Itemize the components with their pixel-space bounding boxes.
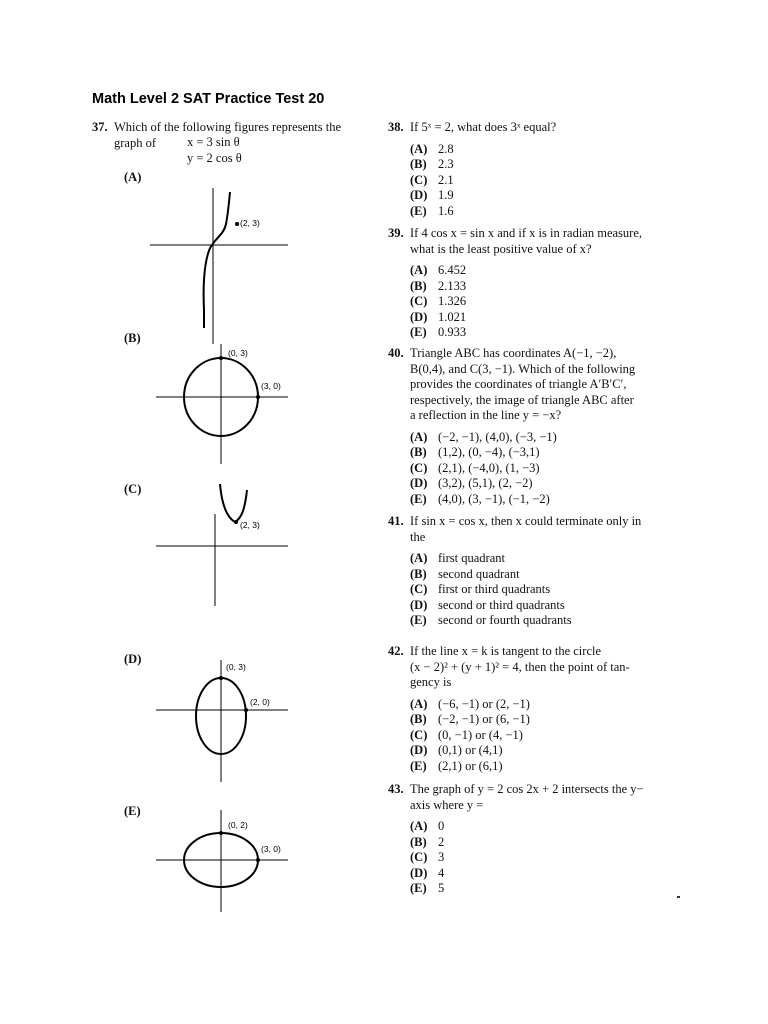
figure-label: (B): [124, 331, 141, 345]
question-stem: graph of: [114, 135, 156, 150]
equation-y: y = 2 cos θ: [187, 151, 242, 165]
answer-choice[interactable]: (C) 3: [410, 850, 445, 864]
answer-choice[interactable]: (D) 1.021: [410, 309, 467, 324]
question-43: [388, 782, 648, 897]
question-stem: provides the coordinates of triangle A′B′C′,: [410, 377, 627, 391]
question-number: 37.: [92, 120, 108, 134]
answer-choice[interactable]: (C) (2,1), (−4,0), (1, −3): [410, 460, 540, 475]
question-stem: If sin x = cos x, then x could terminate only in: [410, 514, 642, 528]
answer-choice[interactable]: (D) (0,1) or (4,1): [410, 743, 503, 757]
answer-choice[interactable]: (C) 1.326: [410, 294, 467, 308]
question-38: [388, 120, 648, 219]
figure-c-graph: [150, 482, 290, 612]
question-stem: B(0,4), and C(3, −1). Which of the following: [410, 361, 636, 376]
question-stem: If the line x = k is tangent to the circle: [410, 644, 602, 658]
question-stem: respectively, the image of triangle ABC after: [410, 392, 634, 407]
point-label: (3, 0): [261, 844, 281, 854]
point-label: (2, 3): [240, 218, 260, 228]
point-label: (0, 3): [226, 662, 246, 672]
figure-label: (D): [124, 652, 142, 666]
figure-a-graph: [150, 188, 290, 348]
question-stem: (x − 2)² + (y + 1)² = 4, then the point of tan-: [410, 659, 630, 674]
question-number: 42.: [388, 644, 404, 658]
question-number: 39.: [388, 226, 404, 240]
question-stem: Which of the following figures represents the: [114, 120, 342, 134]
answer-choice[interactable]: (E) second or fourth quadrants: [410, 613, 572, 627]
answer-choice[interactable]: (A) first quadrant: [410, 551, 505, 565]
question-41: [388, 514, 648, 629]
question-42: [388, 644, 648, 774]
question-stem: gency is: [410, 675, 452, 689]
answer-choice[interactable]: (A) (−2, −1), (4,0), (−3, −1): [410, 429, 557, 444]
question-stem: what is the least positive value of x?: [410, 241, 592, 256]
equation-x: x = 3 sin θ: [187, 135, 240, 149]
answer-choice[interactable]: (D) 1.9: [410, 188, 454, 202]
answer-choice[interactable]: (B) (1,2), (0, −4), (−3,1): [410, 445, 540, 459]
figure-label: (E): [124, 804, 141, 818]
question-stem: Triangle ABC has coordinates A(−1, −2),: [410, 346, 617, 360]
answer-choice[interactable]: (A) 0: [410, 819, 445, 833]
answer-choice[interactable]: (D) 4: [410, 865, 445, 880]
question-stem: If 5ˣ = 2, what does 3ˣ equal?: [410, 120, 557, 134]
answer-choice[interactable]: (E) 5: [410, 881, 445, 895]
answer-choice[interactable]: (E) (4,0), (3, −1), (−1, −2): [410, 491, 550, 506]
question-stem: The graph of y = 2 cos 2x + 2 intersects the y−: [410, 782, 644, 796]
answer-choice[interactable]: (C) first or third quadrants: [410, 582, 551, 596]
question-stem: the: [410, 529, 426, 544]
question-number: 40.: [388, 346, 404, 360]
answer-choice[interactable]: (B) 2.3: [410, 157, 454, 171]
point-label: (2, 0): [250, 697, 270, 707]
answer-choice[interactable]: (E) 1.6: [410, 203, 454, 218]
answer-choice[interactable]: (A) (−6, −1) or (2, −1): [410, 696, 530, 711]
answer-choice[interactable]: (C) 2.1: [410, 172, 454, 187]
question-stem: axis where y =: [410, 797, 484, 812]
question-stem: a reflection in the line y = −x?: [410, 408, 562, 422]
question-39: [388, 226, 648, 341]
question-number: 38.: [388, 120, 404, 134]
answer-choice[interactable]: (D) (3,2), (5,1), (2, −2): [410, 476, 533, 490]
page-title: Math Level 2 SAT Practice Test 20: [92, 91, 325, 107]
figure-label: (C): [124, 482, 142, 496]
question-40: [388, 346, 648, 507]
answer-choice[interactable]: (B) 2.133: [410, 278, 467, 293]
point-label: (2, 3): [240, 520, 260, 530]
point-label: (0, 3): [228, 348, 248, 358]
answer-choice[interactable]: (B) 2: [410, 834, 445, 849]
question-number: 41.: [388, 514, 404, 528]
answer-choice[interactable]: (B) second quadrant: [410, 566, 520, 581]
answer-choice[interactable]: (A) 6.452: [410, 263, 467, 277]
question-number: 43.: [388, 782, 404, 796]
figure-d-graph: [150, 658, 290, 788]
stray-mark: [677, 896, 680, 898]
point-label: (0, 2): [228, 820, 248, 830]
answer-choice[interactable]: (D) second or third quadrants: [410, 597, 565, 612]
question-stem: If 4 cos x = sin x and if x is in radian measure,: [410, 226, 642, 240]
figure-e-graph: [150, 810, 290, 920]
figure-b-graph: [150, 340, 290, 470]
answer-choice[interactable]: (E) (2,1) or (6,1): [410, 758, 503, 773]
answer-choice[interactable]: (E) 0.933: [410, 325, 467, 339]
answer-choice[interactable]: (B) (−2, −1) or (6, −1): [410, 712, 530, 726]
point-label: (3, 0): [261, 381, 281, 391]
answer-choice[interactable]: (A) 2.8: [410, 141, 454, 156]
figure-label: (A): [124, 170, 142, 184]
answer-choice[interactable]: (C) (0, −1) or (4, −1): [410, 727, 523, 742]
